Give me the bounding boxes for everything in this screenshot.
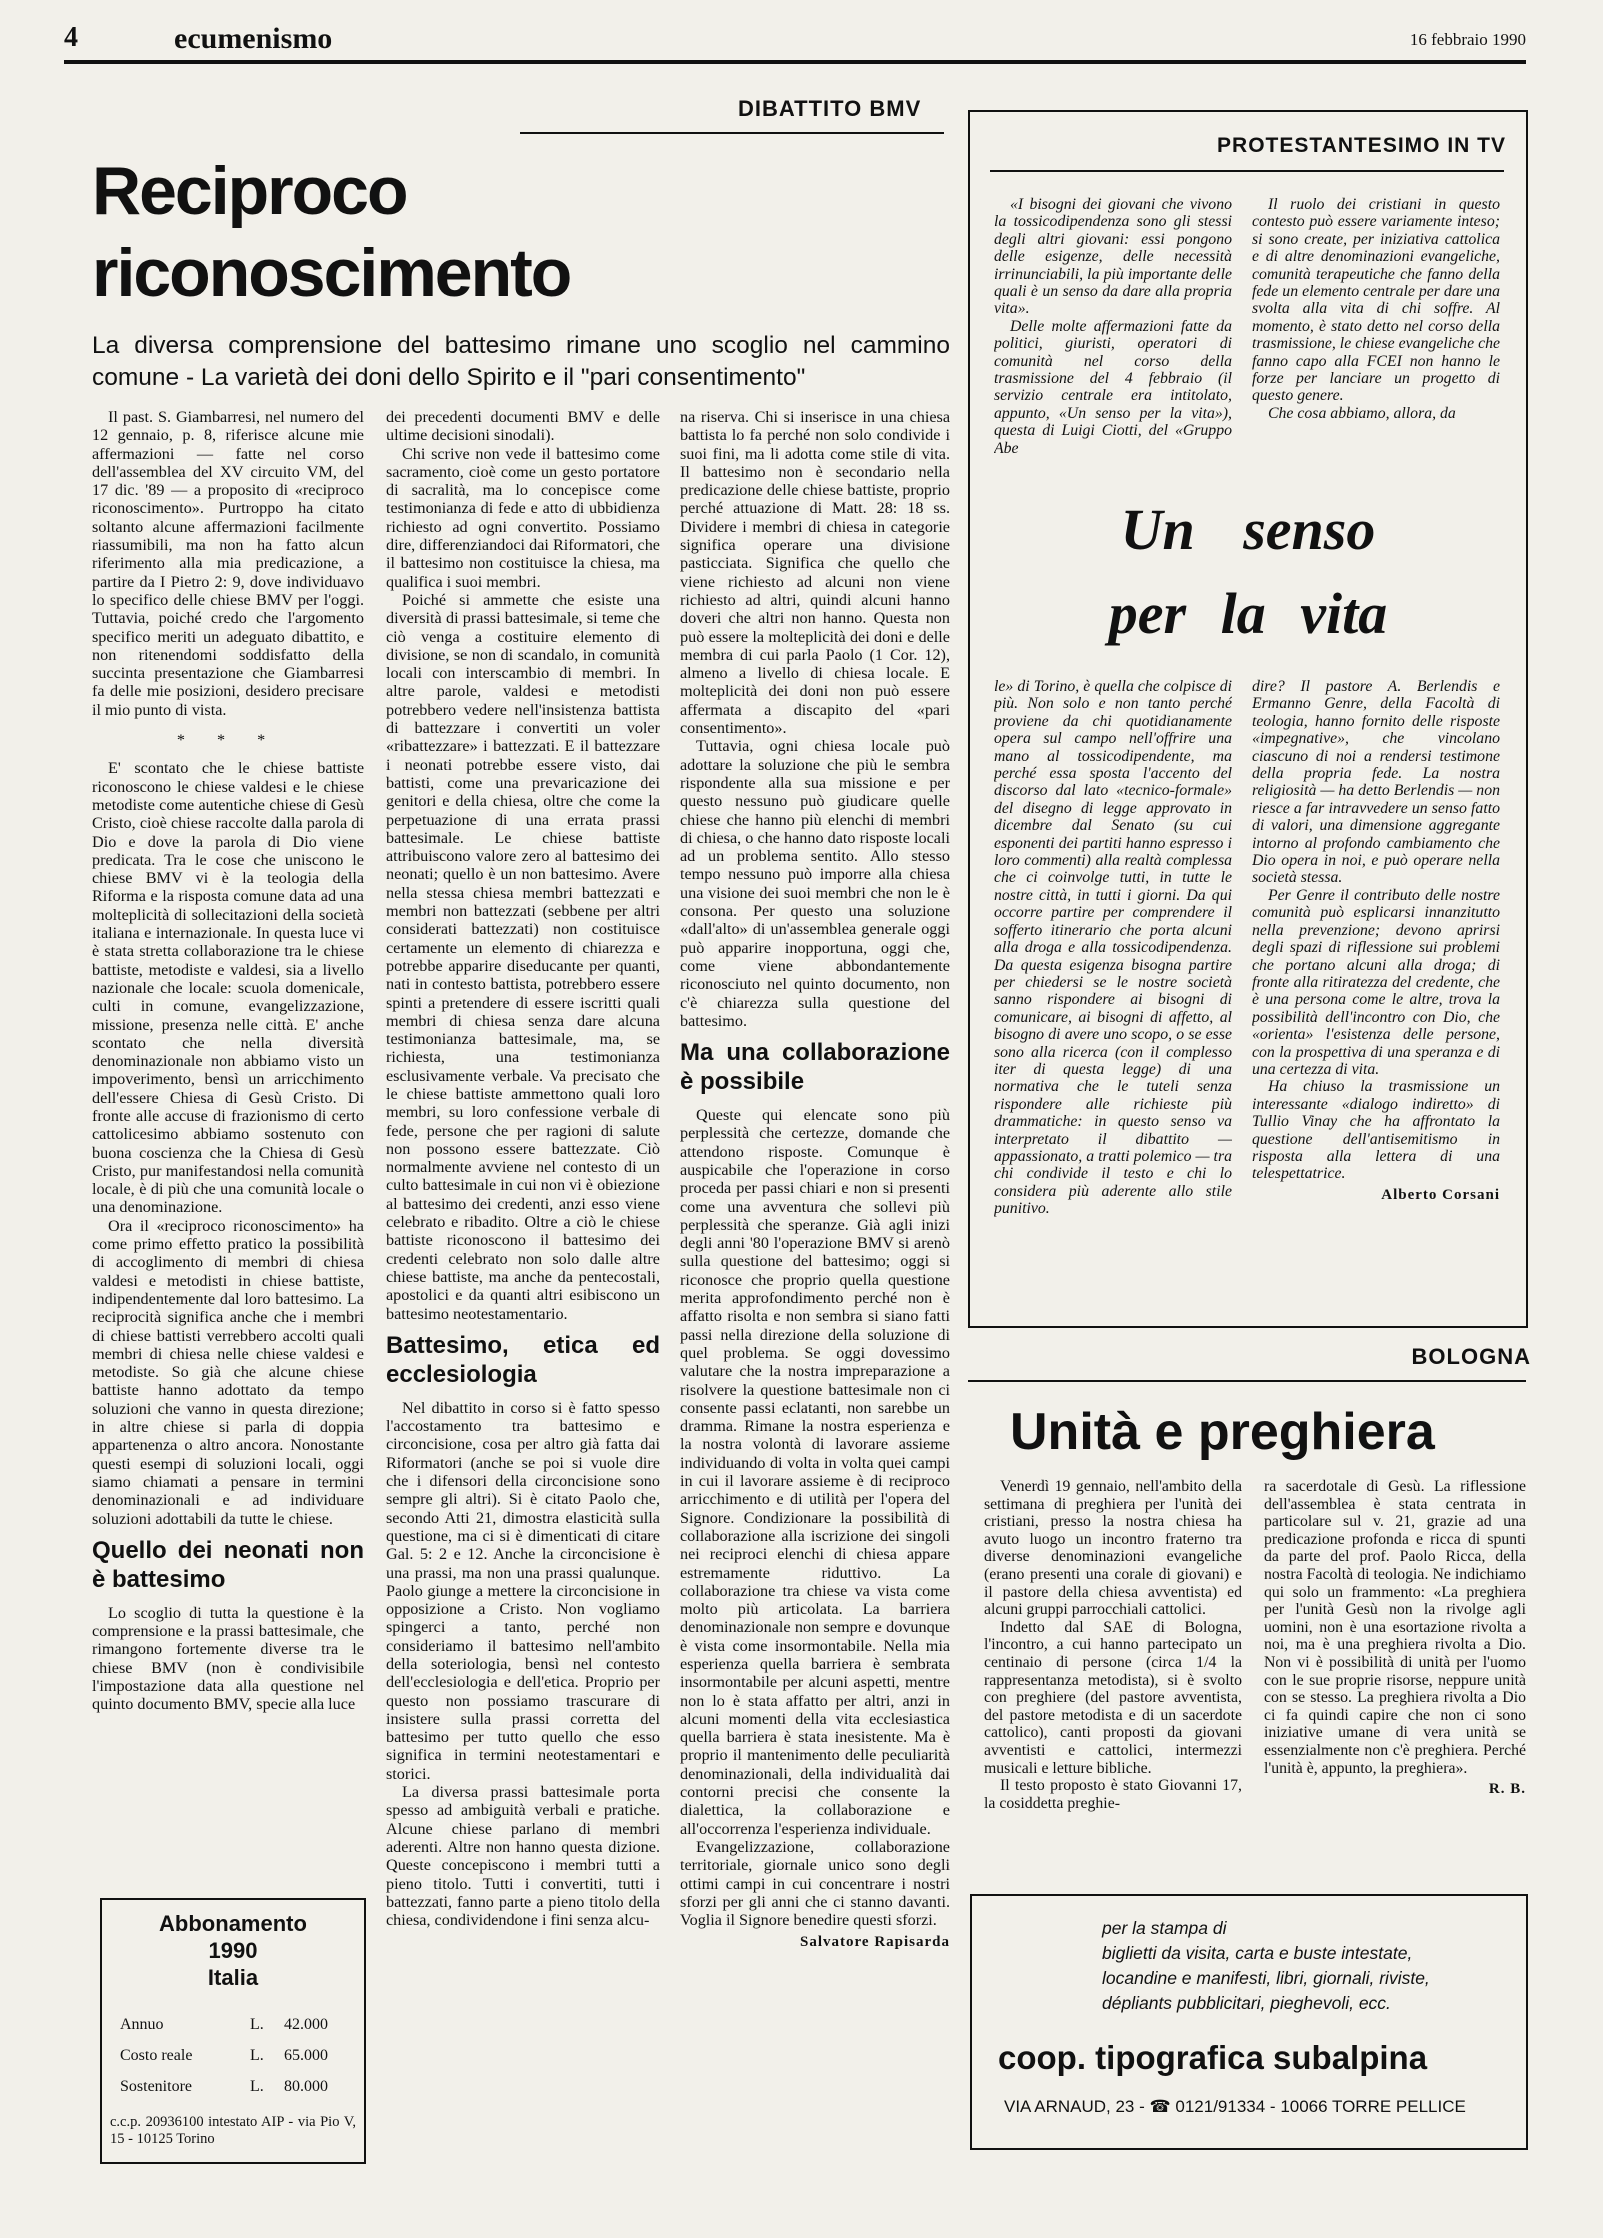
rate-currency: L. (250, 2078, 264, 2095)
main-signature: Salvatore Rapisarda (800, 1934, 950, 1951)
subscription-row (120, 2009, 354, 2040)
bologna-paragraph: Indetto dal SAE di Bologna, l'incontro, a cui hanno partecipato un centinaio di persone (circa 1/4 la rappresentanza metodista), si è svolto con preghiere (del pastore avventista, del pastore metodista e di un sacerdote cattolico), canti proposti da giovani avventisti e cattolici, intermezzi musicali e letture bibliche. (984, 1618, 1242, 1777)
ad-address: VIA ARNAUD, 23 - ☎ 0121/91334 - 10066 TORRE PELLICE (1004, 2097, 1466, 2116)
ad-copy (1102, 1916, 1526, 2016)
main-paragraph: dei precedenti documenti BMV e delle ultime decisioni sinodali). (386, 408, 660, 445)
main-paragraph: Lo scoglio di tutta la questione è la comprensione e la prassi battesimale, che rimangono fortemente diverse tra le chiese BMV (non è condivisibile l'impostazione data alla questione nel quinto documento BMV, specie alla luce (92, 1603, 364, 1714)
main-column-3 (680, 408, 950, 2164)
tv-title-line2: per la vita (1108, 581, 1388, 646)
main-paragraph: Il past. S. Giambarresi, nel numero del 12 gennaio, p. 8, riferisce alcune mie affermazioni — fatte nel corso dell'assemblea del XV circuito VM, del 17 dic. '89 — a proposito di «reciproco riconoscimento». Purtroppo ha citato soltanto alcune affermazioni facilmente riassumibili, ma non ha fatto alcun riferimento alla mia predicazione, a partire da I Pietro 2: 9, dove individuavo lo specifico delle chiese BMV per l'oggi. Tuttavia, poiché credo che l'argomento specifico meriti un adeguato dibattito, e non ritenendomi soddisfatto della succinta presentazione che Giambarresi fa delle mie posizioni, desidero precisare il mio punto di vista. (92, 408, 364, 719)
section-separator: * * * (176, 731, 280, 750)
subscription-title (102, 1910, 364, 1991)
section-title: ecumenismo (174, 22, 333, 55)
subscription-rates (120, 2009, 354, 2102)
ad-line: biglietti da visita, carta e buste intestate, (1102, 1943, 1413, 1963)
ad-line: dépliants pubblicitari, pieghevoli, ecc. (1102, 1993, 1391, 2013)
main-column-2 (386, 408, 660, 2166)
subscription-title-line3: Italia (207, 1965, 259, 1990)
main-title-line1: Reciproco (92, 153, 407, 229)
rate-amount: 42.000 (284, 2016, 328, 2033)
advertisement-box (970, 1894, 1528, 2150)
bologna-title: Unità e preghiera (1010, 1403, 1435, 1461)
tv-title-line1: Un senso (1120, 497, 1376, 562)
bologna-paragraph: Il testo proposto è stato Giovanni 17, la cosiddetta preghie- (984, 1777, 1242, 1812)
main-subheading-3: Ma una collaborazione è possibile (680, 1039, 950, 1096)
main-paragraph: Queste qui elencate sono più perplessità che certezze, domande che attendono risposte. Comunque è auspicabile che l'operazione in corso proceda per passi chiari e non si presenti come una avventura che sollevi più perplessità che speranze. Già agli inizi degli anni '80 l'operazione BMV si arenò sulla questione del battesimo; oggi si riconosce che proprio quella questione merita approfondimento perché non è affatto risolta e non sembra si siano fatti passi nella direzione della soluzione di quel problema. Se oggi dovessimo valutare che la nostra impreparazione a risolvere la questione battesimale non ci consente passi eclatanti, non sarebbe un dramma. Rimane la nostra esperienza e la nostra volontà di lavorare assieme individuando di volta in volta quei campi in cui il lavorare assieme è di reciproco arricchimento e di utilità per l'opera del Signore. Condizionare la possibilità di collaborazione alla iscrizione dei singoli nei reciproci elenchi di chiesa appare estremamente riduttivo. La collaborazione tra chiese va vista come molto più articolata. La barriera denominazionale non sempre e dovunque è vista come insormontabile. Nella mia esperienza quella barriera è sembrata insormontabile per alcuni aspetti, mentre non lo è stata affatto per altri, anzi in alcuni momenti della vita ecclesiastica quella barriera è stata inesistente. Ma è proprio il mantenimento delle peculiarità denominazionali, della individualità dai contorni precisi che consente la dialettica, la collaborazione e all'occorrenza l'esperienza individuale. (680, 1106, 950, 1838)
tv-paragraph: dire? Il pastore A. Berlendis e Ermanno Genre, della Facoltà di teologia, hanno fornito delle risposte «impegnative», che vincolano ciascuno di noi a rendersi testimone della propria fede. La nostra religiosità — ha detto Berlendis — non riesce a far intravvedere un senso fatto di valori, una dimensione aggregante intorno al profondo cambiamento che Dio opera in noi, e può operare nella società stessa. (1252, 678, 1500, 887)
subscription-box (100, 1898, 366, 2164)
main-kicker-rule (520, 132, 944, 134)
tv-paragraph: Ha chiuso la trasmissione un interessante «dialogo indiretto» di Tullio Vinay che ha affrontato la questione dell'antisemitismo in risposta alla lettera di una telespettatrice. (1252, 1078, 1500, 1183)
ad-company-name: coop. tipografica subalpina (998, 2039, 1428, 2076)
main-paragraph: Chi scrive non vede il battesimo come sacramento, cioè come un gesto portatore di sacralità, ma lo concepisce come testimonianza di fede e atto di ubbidienza richiesto ad ogni convertito. Possiamo dire, differenziandoci dai Riformatori, che il battesimo non costituisce la chiesa, ma qualifica i suoi membri. (386, 444, 660, 591)
tv-signature: Alberto Corsani (1381, 1186, 1500, 1203)
page-number: 4 (64, 22, 78, 53)
tv-paragraph: Il ruolo dei cristiani in questo contesto può essere variamente inteso; si sono create, per iniziativa cattolica e di altre denominazioni evangeliche, comunità terapeutiche che fanno della fede un elemento centrale per dare una svolta alla vita di chi soffre. Al momento, è stato detto nel corso della trasmissione, le chiese evangeliche che fanno capo alla FCEI non hanno le forze per lanciare un progetto di questo genere. (1252, 196, 1500, 405)
ad-line: locandine e manifesti, libri, giornali, riviste, (1102, 1968, 1430, 1988)
rate-label: Costo reale (120, 2047, 193, 2064)
page-header (64, 18, 1526, 64)
tv-paragraph: Che cosa abbiamo, allora, da (1268, 404, 1456, 422)
bologna-column-2 (1264, 1478, 1526, 1878)
bologna-kicker: BOLOGNA (1411, 1344, 1531, 1369)
rate-amount: 65.000 (284, 2047, 328, 2064)
rate-currency: L. (250, 2047, 264, 2064)
main-subtitle: La diversa comprensione del battesimo rimane uno scoglio nel cammino comune - La varietà dei doni dello Spirito e il "pari consentimento" (92, 332, 950, 391)
main-paragraph: Tuttavia, ogni chiesa locale può adottare la soluzione che più le sembra rispondente alla sua missione e per questo nessuno può giudicare quelle chiese che hanno più elenchi di membri di chiesa, o che hanno dato risposte locali ad un problema sentito. Allo stesso tempo nessuno può imporre alla chiesa una visione dei suoi membri che non le è consona. Per questo una soluzione «dall'alto» di un'assemblea generale oggi può apparire inopportuna, oggi che, come viene abbondantemente riconosciuto nel quinto documento, non c'è chiarezza sulla questione del battesimo. (680, 737, 950, 1030)
tv-paragraph: le» di Torino, è quella che colpisce di più. Non solo e non tanto perché proviene da chi quotidianamente opera sul campo nell'offrire una mano al tossicodipendente, ma perché essa sposta l'accento del discorso dal lato «tecnico-formale» del disegno di legge approvato in dicembre dal Senato (su cui esponenti dei partiti hanno espresso i loro commenti) alla realtà complessa che ci coinvolge tutti, in tutte le nostre città, in tutti i giorni. Da qui occorre partire per comprendere il sofferto itinerario che porta alcuni alla droga e alla tossicodipendenza. Da questa esigenza bisogna partire per chiedersi se le nostre società sanno rispondere ai bisogni di comunicare, ai bisogni di affetto, al bisogno di avere uno scopo, o se esse sono alla ricerca (con il complesso iter di questa legge) di una normativa che le tuteli senza rispondere alle richieste più drammatiche: in questo senso va interpretato il dibattito — appassionato, a tratti polemico — tra chi condivide il testo e chi lo considera più aderente allo stile punitivo. (994, 678, 1232, 1218)
main-kicker: DIBATTITO BMV (738, 96, 922, 121)
main-title (92, 150, 570, 314)
subscription-row (120, 2071, 354, 2102)
tv-paragraph: «I bisogni dei giovani che vivono la tossicodipendenza sono gli stessi degli altri giovani: essi pongono delle esigenze, delle necessità irrinunciabili, la più importante delle quali è un senso da dare alla propria vita». (994, 196, 1232, 318)
bologna-paragraph: Venerdì 19 gennaio, nell'ambito della settimana di preghiera per l'unità dei cristiani, presso la nostra chiesa ha avuto luogo un incontro fraterno tra diverse denominazioni evangeliche (erano presenti una corale di giovani) e il pastore della chiesa avventista) ed alcuni gruppi parrocchiali cattolici. (984, 1478, 1242, 1619)
main-paragraph: Nel dibattito in corso si è fatto spesso l'accostamento tra battesimo e circoncisione, cosa per altro già fatta dai Riformatori (anche se poi si vuole dire che i difensori della circoncisione sono sempre gli altri). Si è citato Paolo che, secondo Atti 21, dimostra elasticità sulla questione, ma ci si è dimenticati di citare Gal. 5: 2 e 12. Anche la circoncisione è una prassi, ma non una prassi qualunque. Paolo giunge a mettere la circoncisione in opposizione a Cristo. Non vogliamo spingerci a tanto, perché non consideriamo il battesimo nell'ambito della soteriologia, bensì nel contesto dell'ecclesiologia e dell'etica. Proprio per questo non possiamo trascurare di insistere sulla prassi corretta del battesimo per tutto quello che esso significa in termini neotestamentari e storici. (386, 1398, 660, 1783)
tv-column-2-bottom (1252, 678, 1500, 1318)
tv-kicker-rule (990, 170, 1504, 172)
main-paragraph: Evangelizzazione, collaborazione territoriale, giornale unico sono degli ottimi campi in cui concentrare i nostri sforzi per gli anni che ci stanno davanti. Voglia il Signore benedire questi sforzi. (680, 1837, 950, 1930)
main-paragraph: Poiché si ammette che esiste una diversità di prassi battesimale, si teme che ciò venga a costituire elemento di divisione, se non di scandalo, in comunità locali con interscambio di membri. In altre parole, valdesi e metodisti potrebbero vedere nell'insistenza battista di battezzare i convertiti un voler «ribattezzare» i battezzati. E il battezzare i neonati potrebbe essere visto, dai battisti, come una prevaricazione dei genitori e della chiesa, oltre che come la perpetuazione di una errata prassi battesimale. Le chiese battiste attribuiscono valore zero al battesimo dei neonati; quello è un non battesimo. Avere nella stessa chiesa membri battezzati e membri non battezzati (sebbene per altri considerati battezzati) non costituisce certamente un elemento di chiarezza e potrebbe apparire diseducante per quanti, nati in contesto battista, potrebbero essere spinti a pretendere di essere iscritti quali membri di chiesa senza dare alcuna testimonianza battesimale, ma, se richiesta, una testimonianza esclusivamente verbale. Va precisato che le chiese battiste ammettono quali loro membri, su loro confessione verbale di fede, persone che per ragioni di salute non possono essere battezzate. Ciò normalmente avviene nel contesto di un culto battesimale in cui non vi è obiezione al battesimo dei credenti, anzi esso viene celebrato e ribadito. Oltre a ciò le chiese battiste riconoscono il battesimo dei credenti celebrato non solo dalle altre chiese battiste, ma anche da pentecostali, apostolici e da quanti altri esibiscono un battesimo neotestamentario. (386, 590, 660, 1323)
tv-paragraph: Delle molte affermazioni fatte da politici, giuristi, operatori di comunità nel corso della trasmissione del 4 febbraio (il servizio centrale era intitolato, appunto, «Un senso per la vita»), questa di Luigi Ciotti, del «Gruppo Abe (994, 317, 1232, 457)
header-rule (64, 60, 1526, 64)
bologna-paragraph: ra sacerdotale di Gesù. La riflessione dell'assemblea è stata centrata in particolare sul v. 21, grazie ad una predicazione profonda e ricca di spunti da parte del prof. Paolo Ricca, della nostra Facoltà di teologia. Ne indichiamo qui solo un frammento: «La preghiera per l'unità Gesù non la rivolge agli uomini, non è una esortazione rivolta a noi, ma è una preghiera rivolta a Dio. Non vi è possibilità di unità per l'uomo con le sue proprie risorse, neppure unità con se stesso. La preghiera rivolta a Dio ci fa quindi capire che non ci sono iniziative umane di vera unità se essenzialmente non c'è preghiera. Perché l'unità è, appunto, la preghiera». (1264, 1478, 1526, 1777)
rate-label: Sostenitore (120, 2078, 192, 2095)
main-subheading-2: Battesimo, etica ed ecclesiologia (386, 1331, 660, 1388)
subscription-title-line2: 1990 (208, 1938, 258, 1963)
subscription-title-line1: Abbonamento (159, 1911, 307, 1936)
rate-currency: L. (250, 2016, 264, 2033)
main-paragraph: na riserva. Chi si inserisce in una chiesa battista lo fa perché non solo condivide i suoi fini, ma li adotta come stile di vita. Il battesimo non è secondario nella predicazione delle chiese battiste, proprio perché attuazione di Matt. 28: 18 ss. Dividere i membri di chiesa in categorie significa operare una divisione pasticciata. Significa che quello che viene richiesto ad alcuni non viene richiesto ad altri, quindi alcuni hanno doveri che altri non hanno. Questa non può essere la molteplicità dei doni e delle membra di cui parla Paolo (1 Cor. 12), almeno a livello di chiesa locale. E molteplicità dei doni non può essere affermata a discapito del «pari consentimento». (680, 408, 950, 738)
bologna-kicker-rule (968, 1380, 1526, 1382)
tv-kicker: PROTESTANTESIMO IN TV (1217, 134, 1506, 157)
tv-column-1-bottom (994, 678, 1232, 1314)
rate-label: Annuo (120, 2016, 164, 2033)
tv-article-box (968, 110, 1528, 1328)
main-subheading-1: Quello dei neonati non è battesimo (92, 1536, 364, 1593)
ad-line: per la stampa di (1102, 1918, 1227, 1938)
subscription-row (120, 2040, 354, 2071)
bologna-signature: R. B. (1488, 1781, 1526, 1798)
main-paragraph: E' scontato che le chiese battiste riconoscono le chiese valdesi e le chiese metodiste come autentiche chiese di Gesù Cristo, cioè chiese raccolte dalla parola di Dio e dove la parola di Dio viene predicata. Tra le cose che uniscono le chiese BMV vi è la teologia della Riforma e la risposta comune data ad una molteplicità di sollecitazioni della società italiana e internazionale. In questa luce vi è stata stretta collaborazione tra le chiese battiste, metodiste e valdesi, sia a livello nazionale che locale: scuola domenicale, culti in comune, evangelizzazione, missione, presenza nelle città. E' anche scontato che nella diversità denominazionale non abbiamo visto un impoverimento, bensì un arricchimento dell'essere Chiesa di Gesù Cristo. Di fronte alle accuse di frazionismo di certo cattolicesimo abbiamo sostenuto con buona coscienza che la Chiesa di Gesù Cristo, pur manifestandosi nella comunità locale, è di più che una comunità locale o una denominazione. (92, 759, 364, 1217)
tv-title (970, 488, 1526, 656)
main-paragraph: La diversa prassi battesimale porta spesso ad ambiguità verbali e pratiche. Alcune chiese parlano di membri aderenti. Altre non hanno questa dizione. Queste concepiscono i membri tutti a pieno titolo. Tutti i convertiti, tutti i battezzati, fanno parte a pieno titolo della chiesa, condividendone i fini senza alcu- (386, 1783, 660, 1930)
bologna-column-1 (984, 1478, 1242, 1878)
subscription-footer: c.c.p. 20936100 intestato AIP - via Pio V, 15 - 10125 Torino (110, 2114, 356, 2147)
tv-paragraph: Per Genre il contributo delle nostre comunità può esplicarsi innanzitutto nella prevenzione; devono aprirsi degli spazi di riflessione sui problemi che portano alcuni alla droga; di fronte alla ritiratezza del credente, che è una persona come le altre, trova la possibilità dell'incontro con Dio, che «orienta» l'esistenza delle persone, con la prospettiva di una speranza e di una certezza di vita. (1252, 886, 1500, 1078)
main-title-line2: riconoscimento (92, 235, 571, 311)
rate-amount: 80.000 (284, 2078, 328, 2095)
main-paragraph: Ora il «reciproco riconoscimento» ha come primo effetto pratico la possibilità di accoglimento di membri di chiesa valdesi e metodisti in chiese battiste, indipendentemente dal loro battesimo. La reciprocità significa anche che i membri di chiese battisti verrebbero accolti quali membri di chiesa nelle chiese valdesi e metodiste. So già che alcune chiese battiste hanno adottato da tempo soluzioni che vanno in questa direzione; in altre chiese si parla di doppia appartenenza o altro ancora. Nonostante questi esempi di soluzioni locali, oggi siamo chiamati a pensare in termini denominazionali e ad individuare soluzioni adottabili da tutte le chiese. (92, 1216, 364, 1528)
issue-date: 16 febbraio 1990 (1409, 30, 1526, 49)
